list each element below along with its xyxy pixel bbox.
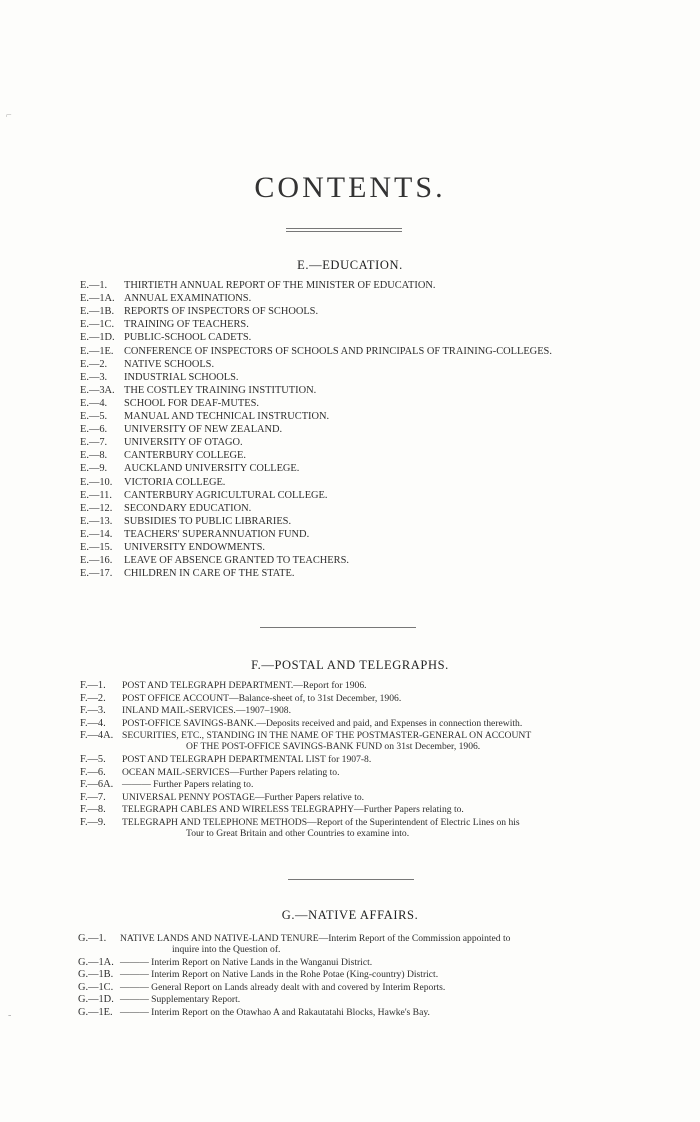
entry-continuation: OF THE POST-OFFICE SAVINGS-BANK FUND on 31st December, 1906. [186,741,481,753]
contents-entry [78,982,680,994]
contents-entry [80,398,680,410]
entry-code: F.—3. [80,705,106,717]
contents-entry [80,490,680,502]
entry-title: ——— General Report on Lands already dealt with and covered by Interim Reports. [120,981,446,993]
entry-code: F.—4. [80,717,106,729]
entry-code: F.—7. [80,791,106,803]
entry-title: AUCKLAND UNIVERSITY COLLEGE. [124,463,300,475]
entry-code: E.—8. [80,450,108,462]
entry-code: E.—9. [80,463,108,475]
entry-title: REPORTS OF INSPECTORS OF SCHOOLS. [124,306,319,318]
section-heading-postal: F.—POSTAL AND TELEGRAPHS. [251,658,449,672]
entry-code: F.—9. [80,817,106,828]
contents-entry [80,332,680,344]
entry-title: NATIVE SCHOOLS. [124,358,215,370]
entry-title: ——— Supplementary Report. [120,994,241,1005]
entry-code: F.—8. [80,804,106,816]
entry-title: CHILDREN IN CARE OF THE STATE. [124,568,295,580]
entry-code: E.—17. [80,568,113,580]
entry-continuation: inquire into the Question of. [172,944,281,955]
entry-code: G.—1B. [78,969,114,980]
page-title: CONTENTS. [254,171,446,204]
entry-continuation: Tour to Great Britain and other Countries to examine into. [186,828,410,839]
entry-code: F.—5. [80,754,106,765]
section-divider [288,879,414,880]
entry-code: E.—1D. [80,332,115,344]
contents-entry [80,817,680,839]
contents-entry [78,1007,680,1019]
entry-title: SUBSIDIES TO PUBLIC LIBRARIES. [124,515,292,527]
entry-code: F.—2. [80,692,106,704]
section-heading-education: E.—EDUCATION. [297,258,403,272]
contents-entry [80,346,680,358]
entry-code: E.—1. [80,280,108,291]
entry-title: SECONDARY EDUCATION. [124,502,252,514]
entry-code: F.—6. [80,766,106,778]
margin-mark: ⌐ [6,110,12,121]
entry-title: MANUAL AND TECHNICAL INSTRUCTION. [124,411,330,422]
entry-title: TELEGRAPH AND TELEPHONE METHODS—Report of the Superintendent of Electric Lines on his [122,817,520,828]
contents-entry [78,957,680,969]
contents-entry [80,385,680,397]
entry-code: G.—1D. [78,994,114,1005]
entry-code: G.—1C. [78,981,114,993]
entry-title: ANNUAL EXAMINATIONS. [124,293,252,305]
contents-entry [80,718,680,730]
entry-code: E.—1B. [80,306,115,318]
entry-code: E.—12. [80,502,113,514]
contents-entry [80,280,680,292]
entry-code: E.—7. [80,437,108,449]
contents-entry [80,568,680,580]
contents-entry [80,555,680,567]
entry-title: LEAVE OF ABSENCE GRANTED TO TEACHERS. [124,555,349,567]
entry-title: SECURITIES, ETC., STANDING IN THE NAME OF THE POSTMASTER-GENERAL ON ACCOUNT [122,730,532,742]
entry-title: TRAINING OF TEACHERS. [124,319,249,331]
contents-entry [80,754,680,766]
contents-entry [80,306,680,318]
contents-entry [80,792,680,804]
entry-title: CONFERENCE OF INSPECTORS OF SCHOOLS AND PRINCIPALS OF TRAINING-COLLEGES. [124,345,552,357]
entry-code: G.—1E. [78,1006,113,1018]
contents-entry [78,933,680,955]
entry-title: POST AND TELEGRAPH DEPARTMENTAL LIST for 1907-8. [122,754,372,765]
entry-title: ——— Interim Report on the Otawhao A and Rakautatahi Blocks, Hawke's Bay. [120,1006,430,1018]
entry-title: UNIVERSITY OF NEW ZEALAND. [124,424,283,436]
entry-code: E.—16. [80,555,113,567]
entry-title: SCHOOL FOR DEAF-MUTES. [124,397,259,409]
contents-entry [80,437,680,449]
entry-title: TEACHERS' SUPERANNUATION FUND. [124,528,310,540]
contents-entry [78,994,680,1006]
contents-entry [80,503,680,515]
entry-code: E.—10. [80,476,113,488]
contents-entry [80,705,680,717]
entry-title: INDUSTRIAL SCHOOLS. [124,371,239,383]
entry-title: VICTORIA COLLEGE. [124,476,226,488]
contents-entry [80,804,680,816]
entry-title: THIRTIETH ANNUAL REPORT OF THE MINISTER OF EDUCATION. [124,280,436,291]
contents-entry [80,516,680,528]
contents-entry [80,319,680,331]
contents-entry [78,969,680,981]
contents-entry [80,529,680,541]
entry-code: E.—2. [80,358,108,370]
entry-code: E.—1E. [80,345,114,357]
entry-code: E.—14. [80,528,113,540]
contents-entry [80,372,680,384]
entry-title: UNIVERSITY ENDOWMENTS. [124,542,266,553]
entry-title: UNIVERSAL PENNY POSTAGE—Further Papers relative to. [122,791,365,803]
contents-entry [80,450,680,462]
entry-code: F.—1. [80,680,106,691]
entry-code: E.—4. [80,397,108,409]
entry-title: ——— Interim Report on Native Lands in the Rohe Potae (King-country) District. [120,969,439,980]
entry-code: F.—4A. [80,730,114,742]
contents-entry [80,767,680,779]
entry-title: ——— Further Papers relating to. [122,779,254,791]
entry-title: CANTERBURY COLLEGE. [124,450,246,462]
entry-title: OCEAN MAIL-SERVICES—Further Papers relating to. [122,766,340,778]
entry-code: E.—15. [80,542,113,553]
contents-entry [80,477,680,489]
entry-code: E.—5. [80,411,108,422]
entry-code: E.—3. [80,371,108,383]
entry-title: UNIVERSITY OF OTAGO. [124,437,243,449]
entry-code: E.—13. [80,515,113,527]
contents-entry [80,293,680,305]
entry-title: ——— Interim Report on Native Lands in the Wanganui District. [120,956,373,968]
entry-code: E.—1A. [80,293,115,305]
entry-code: E.—1C. [80,319,115,331]
section-heading-native: G.—NATIVE AFFAIRS. [281,908,419,922]
contents-entry [80,693,680,705]
entry-code: F.—6A. [80,779,114,791]
entry-code: G.—1A. [78,956,114,968]
entry-title: INLAND MAIL-SERVICES.—1907–1908. [122,705,291,717]
entry-title: POST-OFFICE SAVINGS-BANK.—Deposits received and paid, and Expenses in connection therewith. [122,717,523,729]
entry-title: PUBLIC-SCHOOL CADETS. [124,332,252,344]
entry-code: E.—11. [80,489,112,501]
title-rule [286,228,402,232]
contents-entry [80,779,680,791]
contents-entry [80,542,680,554]
margin-mark: - [8,1010,12,1021]
section-divider [260,627,416,628]
entry-title: POST OFFICE ACCOUNT—Balance-sheet of, to 31st December, 1906. [122,692,402,704]
contents-entry [80,730,680,753]
entry-title: THE COSTLEY TRAINING INSTITUTION. [124,384,317,396]
entry-code: G.—1. [78,933,107,944]
contents-entry [80,359,680,371]
contents-entry [80,680,680,692]
entry-title: CANTERBURY AGRICULTURAL COLLEGE. [124,489,328,501]
contents-entry [80,463,680,475]
entry-code: E.—3A. [80,384,115,396]
entry-title: NATIVE LANDS AND NATIVE-LAND TENURE—Interim Report of the Commission appointed to [120,933,511,944]
entry-title: POST AND TELEGRAPH DEPARTMENT.—Report for 1906. [122,680,367,691]
contents-entry [80,411,680,423]
entry-title: TELEGRAPH CABLES AND WIRELESS TELEGRAPHY—Further Papers relating to. [122,804,464,816]
contents-entry [80,424,680,436]
entry-code: E.—6. [80,424,108,436]
